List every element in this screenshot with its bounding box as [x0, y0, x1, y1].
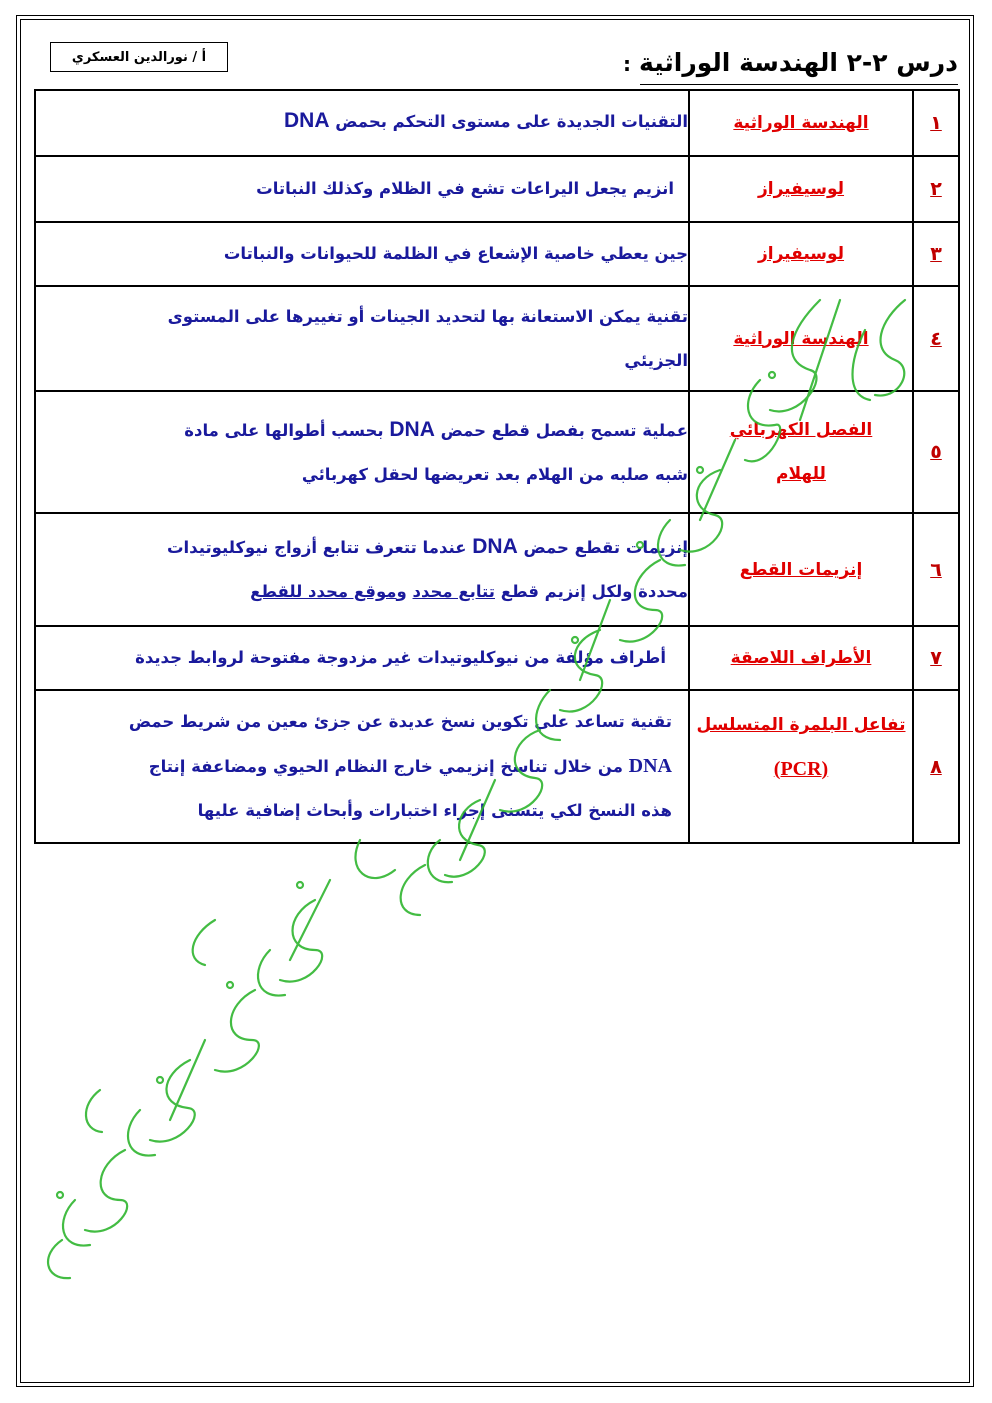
table-row: [35, 391, 959, 513]
table-row: [35, 222, 959, 286]
underlined-text: موقع محدد للقطع: [250, 582, 397, 601]
table-row: [35, 690, 959, 843]
table-row: [35, 90, 959, 156]
term-line: الفصل الكهربائي: [729, 420, 873, 440]
definition-text: و: [396, 582, 413, 601]
term-line: للهلام: [776, 464, 826, 484]
row-number: ٤: [913, 286, 959, 391]
row-number: ٢: [913, 156, 959, 222]
title-underline: [640, 84, 958, 85]
definition-line: [36, 525, 688, 570]
definition-cell: [35, 690, 689, 843]
definition-cell: انزيم يجعل اليراعات تشع في الظلام وكذلك النباتات: [35, 156, 689, 222]
definition-text: عندما تتعرف تتابع أزواج نيوكليوتيدات: [166, 538, 473, 557]
term-cell: لوسيفيراز: [689, 222, 913, 286]
dna-term: DNA: [628, 755, 672, 777]
term-cell: [689, 690, 913, 843]
definition-text: بحسب أطوالها على مادة: [184, 420, 390, 440]
definition-cell: جين يعطي خاصية الإشعاع في الظلمة للحيوانات والنباتات: [35, 222, 689, 286]
definition-line: تقنية تساعد على تكوين نسخ عديدة عن جزئ معين من شريط حمض: [128, 712, 672, 731]
definition-cell: [35, 286, 689, 391]
definition-line: [36, 744, 672, 789]
definition-cell: [35, 90, 689, 156]
term-line: [690, 747, 912, 792]
lesson-title-text: درس ٢-٢ الهندسة الوراثية: [639, 48, 958, 77]
term-cell: [689, 391, 913, 513]
dna-term: DNA: [284, 109, 330, 132]
table-row: [35, 513, 959, 626]
author-name: أ / نورالدين العسكري: [71, 49, 207, 65]
definition-line: [36, 408, 688, 453]
definition-line: [36, 570, 688, 614]
dna-term: DNA: [389, 417, 435, 441]
lesson-title-colon: :: [623, 52, 632, 76]
row-number: ٨: [913, 690, 959, 843]
definition-text: من خلال تناسخ إنزيمي خارج النظام الحيوي ومضاعفة إنتاج: [148, 757, 629, 776]
term-line: تفاعل البلمرة المتسلسل: [696, 715, 906, 735]
term-cell: الأطراف اللاصقة: [689, 626, 913, 690]
definition-cell: [35, 391, 689, 513]
definition-text: إنزيمات تقطع حمض: [517, 538, 688, 557]
definition-cell: [35, 513, 689, 626]
definition-line: هذه النسخ لكي يتسنى إجراء اختبارات وأبحاث إضافية عليها: [197, 801, 672, 820]
definition-line: شبه صلبه من الهلام بعد تعريضها لحقل كهربائي: [301, 464, 688, 484]
row-number: ٧: [913, 626, 959, 690]
row-number: ٣: [913, 222, 959, 286]
lesson-title: [623, 48, 958, 77]
term-cell: لوسيفيراز: [689, 156, 913, 222]
row-number: ٥: [913, 391, 959, 513]
table-row: [35, 626, 959, 690]
definition-cell: أطراف مؤلفة من نيوكليوتيدات غير مزدوجة مفتوحة لروابط جديدة: [35, 626, 689, 690]
author-box: [50, 42, 228, 72]
definition-line: تقنية يمكن الاستعانة بها لتحديد الجينات أو تغييرها على المستوى: [167, 306, 688, 326]
underlined-text: تتابع محدد: [412, 582, 495, 601]
table-row: [35, 156, 959, 222]
row-number: ٦: [913, 513, 959, 626]
definition-line: الجزيئي: [624, 350, 688, 370]
term-cell: الهندسة الوراثية: [689, 90, 913, 156]
dna-term: DNA: [472, 535, 518, 558]
table-row: [35, 286, 959, 391]
definition-text: عملية تسمح بفصل قطع حمض: [434, 420, 688, 440]
term-cell: الهندسة الوراثية: [689, 286, 913, 391]
definition-text: محددة ولكل إنزيم قطع: [495, 582, 688, 601]
definition-text: التقنيات الجديدة على مستوى التحكم بحمض: [329, 112, 688, 131]
row-number: ١: [913, 90, 959, 156]
pcr-term: (PCR): [773, 758, 829, 780]
terms-table: [34, 89, 960, 844]
term-cell: إنزيمات القطع: [689, 513, 913, 626]
